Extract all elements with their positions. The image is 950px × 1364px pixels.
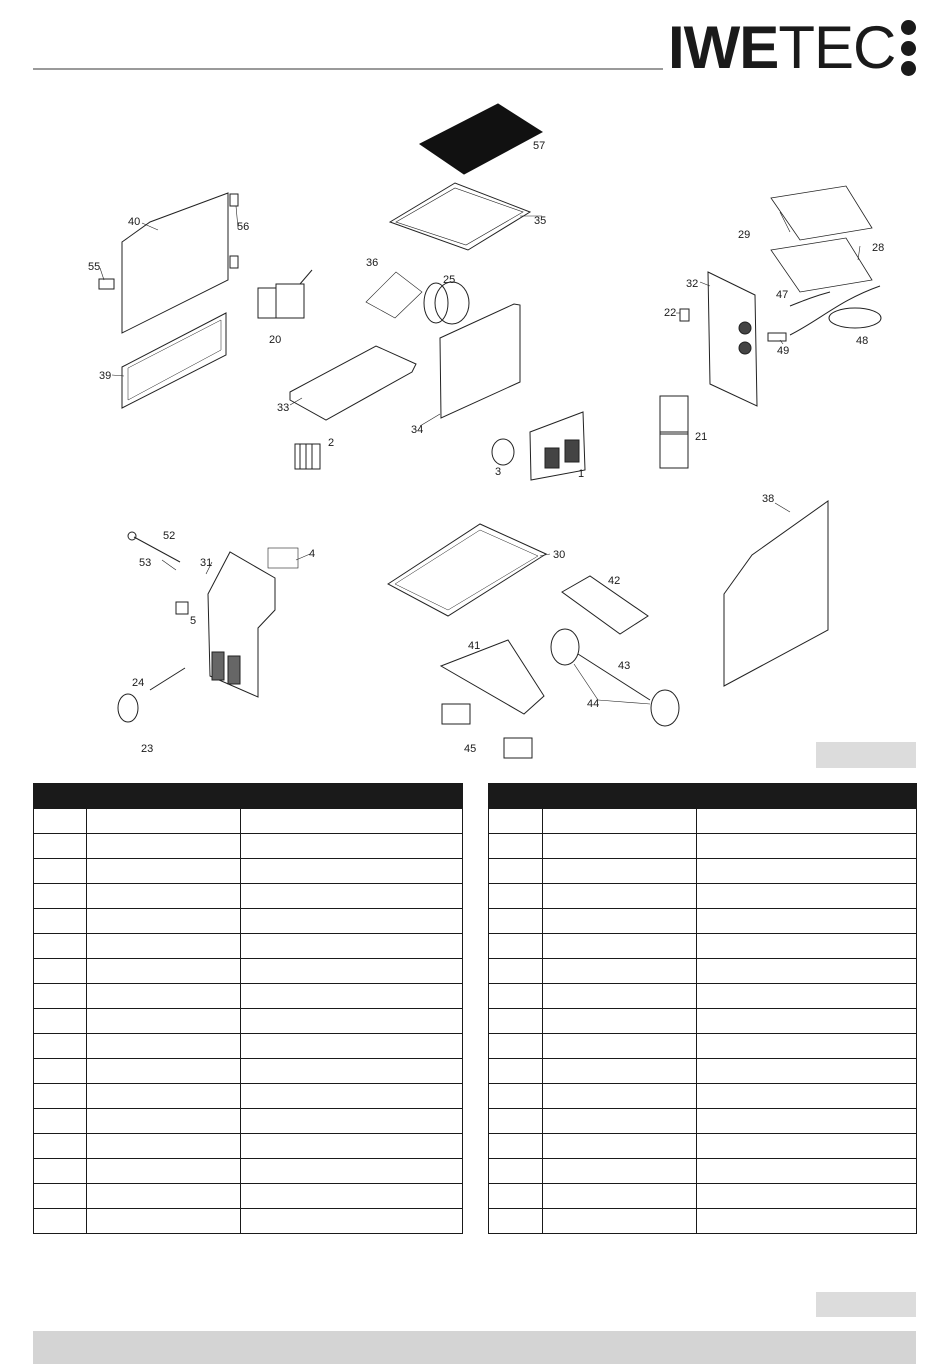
table-cell xyxy=(34,1059,87,1084)
table-cell xyxy=(697,809,917,834)
table-cell xyxy=(489,1184,543,1209)
table-row xyxy=(34,1184,463,1209)
callout-31: 31 xyxy=(200,557,213,569)
callout-56: 56 xyxy=(237,221,250,233)
table-cell xyxy=(489,1159,543,1184)
table-cell xyxy=(34,959,87,984)
table-cell xyxy=(489,909,543,934)
table-cell xyxy=(697,834,917,859)
part-45-caster xyxy=(442,704,470,724)
callout-23: 23 xyxy=(141,743,154,755)
table-cell xyxy=(543,909,697,934)
table-cell xyxy=(34,1009,87,1034)
header-cell-no xyxy=(489,784,543,809)
table-cell xyxy=(241,1059,463,1084)
table-cell xyxy=(697,1159,917,1184)
table-cell xyxy=(34,1084,87,1109)
logo-dots-icon xyxy=(901,20,916,76)
part-20-motor xyxy=(258,288,276,318)
callout-25: 25 xyxy=(443,274,456,286)
table-cell xyxy=(489,1034,543,1059)
part-3-component xyxy=(492,439,514,465)
table-cell xyxy=(489,984,543,1009)
part-36-shield xyxy=(366,272,422,318)
callout-4: 4 xyxy=(309,548,316,560)
part-49-gland xyxy=(768,333,786,341)
table-cell xyxy=(34,884,87,909)
table-cell xyxy=(87,1134,241,1159)
table-row xyxy=(34,1109,463,1134)
table-cell xyxy=(697,1134,917,1159)
callout-45: 45 xyxy=(464,743,477,755)
table-cell xyxy=(489,834,543,859)
callout-49: 49 xyxy=(777,345,790,357)
table-cell xyxy=(489,859,543,884)
table-cell xyxy=(543,1059,697,1084)
callout-34: 34 xyxy=(411,424,424,436)
table-cell xyxy=(241,934,463,959)
table-cell xyxy=(87,934,241,959)
table-cell xyxy=(34,1034,87,1059)
table-cell xyxy=(34,1109,87,1134)
table-cell xyxy=(87,1209,241,1234)
callout-41: 41 xyxy=(468,640,481,652)
callout-52: 52 xyxy=(163,530,176,542)
table-cell xyxy=(241,809,463,834)
table-row xyxy=(34,909,463,934)
header-cell-code xyxy=(543,784,697,809)
table-cell xyxy=(697,1009,917,1034)
table-row xyxy=(489,934,917,959)
callout-24: 24 xyxy=(132,677,145,689)
table-row xyxy=(489,884,917,909)
table-cell xyxy=(489,1209,543,1234)
table-row xyxy=(34,1034,463,1059)
header-cell-code xyxy=(87,784,241,809)
callout-29: 29 xyxy=(738,229,751,241)
table-cell xyxy=(34,1159,87,1184)
table-cell xyxy=(87,809,241,834)
label-box-top xyxy=(816,742,916,768)
table-row xyxy=(34,884,463,909)
table-cell xyxy=(489,809,543,834)
table-cell xyxy=(87,959,241,984)
part-35-plate xyxy=(390,183,530,250)
table-cell xyxy=(241,1009,463,1034)
table-cell xyxy=(87,1184,241,1209)
table-row xyxy=(34,1134,463,1159)
part-40-panel xyxy=(122,193,228,333)
part-30-chassis xyxy=(388,524,546,616)
table-cell xyxy=(34,1134,87,1159)
parts-drawing xyxy=(0,90,950,780)
table-row xyxy=(489,1059,917,1084)
table-cell xyxy=(87,1009,241,1034)
callout-33: 33 xyxy=(277,402,290,414)
header-cell-no xyxy=(34,784,87,809)
callout-3: 3 xyxy=(495,466,502,478)
table-cell xyxy=(697,934,917,959)
part-56-clip xyxy=(230,194,238,206)
table-cell xyxy=(241,834,463,859)
table-cell xyxy=(241,1109,463,1134)
callout-32: 32 xyxy=(686,278,699,290)
table-cell xyxy=(543,934,697,959)
table-cell xyxy=(87,1159,241,1184)
table-cell xyxy=(241,909,463,934)
table-cell xyxy=(697,1084,917,1109)
table-row xyxy=(489,1109,917,1134)
table-cell xyxy=(241,959,463,984)
parts-table-right xyxy=(488,783,917,1234)
table-cell xyxy=(87,909,241,934)
table-cell xyxy=(543,1184,697,1209)
table-cell xyxy=(489,934,543,959)
part-5-switch xyxy=(176,602,188,614)
table-cell xyxy=(543,1009,697,1034)
table-row xyxy=(34,984,463,1009)
table-cell xyxy=(543,1134,697,1159)
exploded-parts-diagram xyxy=(0,90,950,780)
table-row xyxy=(489,909,917,934)
table-cell xyxy=(489,1059,543,1084)
callout-43: 43 xyxy=(618,660,631,672)
table-cell xyxy=(489,1109,543,1134)
table-cell xyxy=(241,1184,463,1209)
callout-39: 39 xyxy=(99,370,112,382)
table-cell xyxy=(87,1109,241,1134)
callout-55: 55 xyxy=(88,261,101,273)
table-row xyxy=(34,1159,463,1184)
table-row xyxy=(489,1184,917,1209)
table-cell xyxy=(87,884,241,909)
table-cell xyxy=(543,834,697,859)
table-cell xyxy=(241,1209,463,1234)
table-cell xyxy=(87,1034,241,1059)
table-cell xyxy=(241,884,463,909)
callout-28: 28 xyxy=(872,242,885,254)
callout-44: 44 xyxy=(587,698,600,710)
part-41-base xyxy=(441,640,544,714)
callout-38: 38 xyxy=(762,493,775,505)
callout-40: 40 xyxy=(128,216,141,228)
table-cell xyxy=(697,1059,917,1084)
table-cell xyxy=(697,1109,917,1134)
table-cell xyxy=(543,984,697,1009)
callout-47: 47 xyxy=(776,289,789,301)
part-38-panel xyxy=(724,501,828,686)
table-row xyxy=(34,834,463,859)
part-callouts xyxy=(88,140,884,755)
part-21-rectifier xyxy=(660,396,688,434)
table-cell xyxy=(34,909,87,934)
table-row xyxy=(489,984,917,1009)
table-row xyxy=(34,1009,463,1034)
table-row xyxy=(489,834,917,859)
table-cell xyxy=(34,809,87,834)
footer-bar xyxy=(33,1331,916,1364)
table-row xyxy=(489,1034,917,1059)
header-cell-description xyxy=(697,784,917,809)
table-row xyxy=(34,1084,463,1109)
table-cell xyxy=(697,859,917,884)
table-cell xyxy=(543,1209,697,1234)
part-47-wire xyxy=(790,292,830,306)
callout-57: 57 xyxy=(533,140,546,152)
callout-48: 48 xyxy=(856,335,869,347)
table-cell xyxy=(543,809,697,834)
part-29-handle xyxy=(771,186,872,240)
table-row xyxy=(34,959,463,984)
part-4 xyxy=(268,548,298,568)
part-34-panel xyxy=(440,304,520,418)
part-24-connector xyxy=(150,668,185,690)
callout-36: 36 xyxy=(366,257,379,269)
table-cell xyxy=(543,1159,697,1184)
table-cell xyxy=(87,1084,241,1109)
label-box-bottom xyxy=(816,1292,916,1317)
brand-logo xyxy=(668,14,916,81)
table-row xyxy=(489,1209,917,1234)
part-22 xyxy=(680,309,689,321)
part-43-wheel xyxy=(551,629,579,665)
table-row xyxy=(489,1134,917,1159)
table-row xyxy=(489,1009,917,1034)
part-42-tray xyxy=(562,576,648,634)
table-cell xyxy=(489,959,543,984)
table-cell xyxy=(489,884,543,909)
table-row xyxy=(34,1059,463,1084)
table-cell xyxy=(34,834,87,859)
table-row xyxy=(34,809,463,834)
table-header-row xyxy=(489,784,917,809)
table-cell xyxy=(241,1034,463,1059)
callout-2: 2 xyxy=(328,437,335,449)
part-32-panel xyxy=(708,272,757,406)
table-cell xyxy=(543,859,697,884)
part-2-transformer xyxy=(295,444,320,469)
callout-20: 20 xyxy=(269,334,282,346)
table-row xyxy=(34,859,463,884)
callout-21: 21 xyxy=(695,431,708,443)
part-25-fan xyxy=(435,282,469,324)
table-row xyxy=(489,859,917,884)
header-rule xyxy=(33,68,663,70)
table-cell xyxy=(34,1209,87,1234)
callout-5: 5 xyxy=(190,615,197,627)
table-cell xyxy=(489,1009,543,1034)
table-cell xyxy=(87,859,241,884)
table-cell xyxy=(241,859,463,884)
table-cell xyxy=(241,1084,463,1109)
table-cell xyxy=(241,984,463,1009)
table-cell xyxy=(489,1134,543,1159)
table-cell xyxy=(697,884,917,909)
part-39-strip xyxy=(122,313,226,408)
table-cell xyxy=(34,984,87,1009)
part-28-handle xyxy=(771,238,872,292)
table-cell xyxy=(543,1109,697,1134)
table-cell xyxy=(697,909,917,934)
table-row xyxy=(489,809,917,834)
table-cell xyxy=(489,1084,543,1109)
table-cell xyxy=(543,884,697,909)
table-cell xyxy=(87,984,241,1009)
callout-22: 22 xyxy=(664,307,677,319)
table-cell xyxy=(241,1134,463,1159)
callout-53: 53 xyxy=(139,557,152,569)
table-row xyxy=(34,1209,463,1234)
table-cell xyxy=(697,1209,917,1234)
part-33-base xyxy=(290,346,416,420)
parts-table-left xyxy=(33,783,463,1234)
table-header-row xyxy=(34,784,463,809)
header-cell-description xyxy=(241,784,463,809)
callout-30: 30 xyxy=(553,549,566,561)
table-cell xyxy=(543,1084,697,1109)
callout-1: 1 xyxy=(578,468,585,480)
part-55-block xyxy=(99,279,114,289)
table-cell xyxy=(87,834,241,859)
table-cell xyxy=(87,1059,241,1084)
table-row xyxy=(489,1084,917,1109)
logo-wordmark: IWETEC xyxy=(668,14,896,81)
table-cell xyxy=(543,1034,697,1059)
table-cell xyxy=(543,959,697,984)
table-body-right xyxy=(489,809,917,1234)
table-cell xyxy=(34,934,87,959)
part-57-pad xyxy=(420,104,542,174)
table-cell xyxy=(34,859,87,884)
table-cell xyxy=(34,1184,87,1209)
table-row xyxy=(34,934,463,959)
table-body-left xyxy=(34,809,463,1234)
table-cell xyxy=(697,1184,917,1209)
table-cell xyxy=(241,1159,463,1184)
table-cell xyxy=(697,984,917,1009)
table-cell xyxy=(697,1034,917,1059)
table-row xyxy=(489,959,917,984)
part-43-axle xyxy=(578,654,650,700)
part-48-cable xyxy=(790,286,880,335)
table-row xyxy=(489,1159,917,1184)
table-cell xyxy=(697,959,917,984)
callout-42: 42 xyxy=(608,575,621,587)
callout-35: 35 xyxy=(534,215,547,227)
